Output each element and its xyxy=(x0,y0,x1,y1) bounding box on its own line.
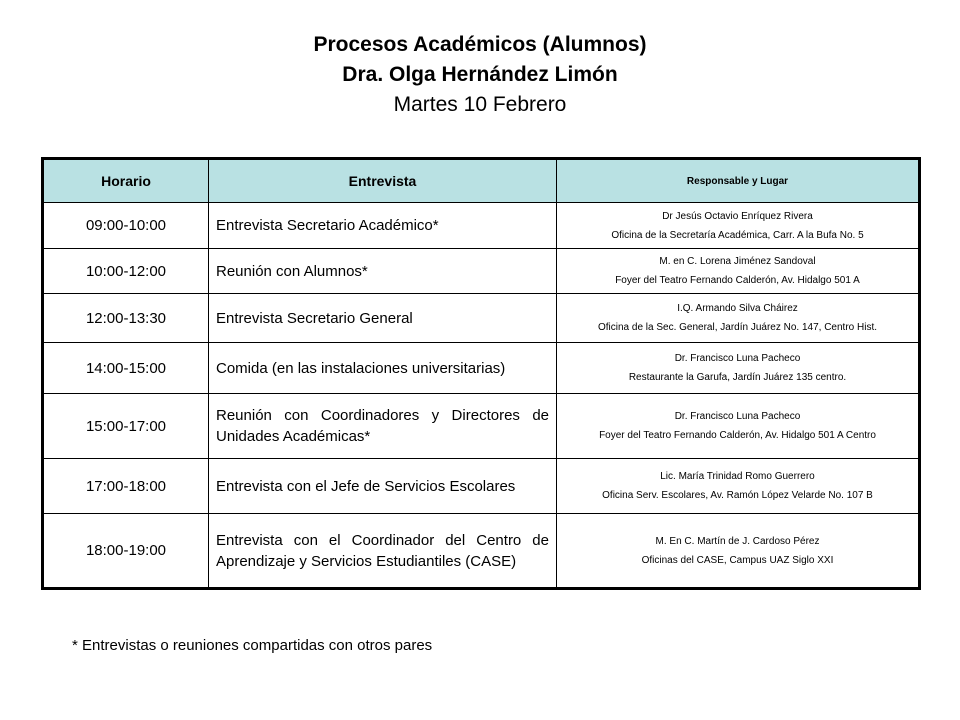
responsible-cell xyxy=(557,394,920,459)
responsible-cell xyxy=(557,514,920,589)
schedule-table xyxy=(41,157,921,590)
person-name: Dra. Olga Hernández Limón xyxy=(342,63,618,86)
responsible-cell xyxy=(557,294,920,343)
table-row xyxy=(43,294,920,343)
responsible-cell xyxy=(557,203,920,249)
location: Oficinas del CASE, Campus UAZ Siglo XXI xyxy=(641,554,834,566)
table-row xyxy=(43,394,920,459)
activity-cell: Comida (en las instalaciones universitarias) xyxy=(209,343,557,394)
time-cell: 12:00-13:30 xyxy=(43,294,209,343)
time-cell: 14:00-15:00 xyxy=(43,343,209,394)
responsible-cell xyxy=(557,459,920,514)
time-cell: 09:00-10:00 xyxy=(43,203,209,249)
location: Foyer del Teatro Fernando Calderón, Av. Hidalgo 501 A xyxy=(615,275,860,286)
table-header-row xyxy=(43,159,920,203)
location: Oficina Serv. Escolares, Av. Ramón López Velarde No. 107 B xyxy=(602,490,873,501)
activity-cell: Entrevista con el Jefe de Servicios Escolares xyxy=(209,459,557,514)
table-row xyxy=(43,459,920,514)
location: Restaurante la Garufa, Jardín Juárez 135 centro. xyxy=(628,372,847,383)
column-header-entrevista: Entrevista xyxy=(209,159,557,203)
activity-cell: Entrevista con el Coordinador del Centro de Aprendizaje y Servicios Estudiantiles (CASE) xyxy=(209,514,557,589)
activity-cell: Reunión con Coordinadores y Directores de Unidades Académicas* xyxy=(209,394,557,459)
table-row xyxy=(43,343,920,394)
responsible-name: Dr. Francisco Luna Pacheco xyxy=(674,353,801,364)
schedule-date: Martes 10 Febrero xyxy=(393,93,567,116)
responsible-name: I.Q. Armando Silva Cháirez xyxy=(677,303,798,314)
responsible-cell xyxy=(557,249,920,294)
footnote: * Entrevistas o reuniones compartidas con otros pares xyxy=(72,637,433,654)
activity-cell: Reunión con Alumnos* xyxy=(209,249,557,294)
document-title: Procesos Académicos (Alumnos) xyxy=(313,33,647,56)
activity-cell: Entrevista Secretario Académico* xyxy=(209,203,557,249)
location: Oficina de la Secretaría Académica, Carr. A la Bufa No. 5 xyxy=(611,229,864,241)
responsible-cell xyxy=(557,343,920,394)
location: Foyer del Teatro Fernando Calderón, Av. Hidalgo 501 A Centro xyxy=(599,430,876,441)
table-row xyxy=(43,249,920,294)
document-header xyxy=(0,30,960,120)
time-cell: 17:00-18:00 xyxy=(43,459,209,514)
column-header-horario: Horario xyxy=(43,159,209,203)
column-header-responsable: Responsable y Lugar xyxy=(557,159,920,203)
time-cell: 10:00-12:00 xyxy=(43,249,209,294)
table-row xyxy=(43,203,920,249)
time-cell: 18:00-19:00 xyxy=(43,514,209,589)
time-cell: 15:00-17:00 xyxy=(43,394,209,459)
activity-cell: Entrevista Secretario General xyxy=(209,294,557,343)
responsible-name: M. en C. Lorena Jiménez Sandoval xyxy=(659,256,816,267)
responsible-name: Lic. María Trinidad Romo Guerrero xyxy=(660,471,815,482)
responsible-name: Dr. Francisco Luna Pacheco xyxy=(674,411,801,422)
responsible-name: Dr Jesús Octavio Enríquez Rivera xyxy=(662,210,813,222)
responsible-name: M. En C. Martín de J. Cardoso Pérez xyxy=(655,535,820,547)
table-row xyxy=(43,514,920,589)
location: Oficina de la Sec. General, Jardín Juárez No. 147, Centro Hist. xyxy=(597,322,878,333)
